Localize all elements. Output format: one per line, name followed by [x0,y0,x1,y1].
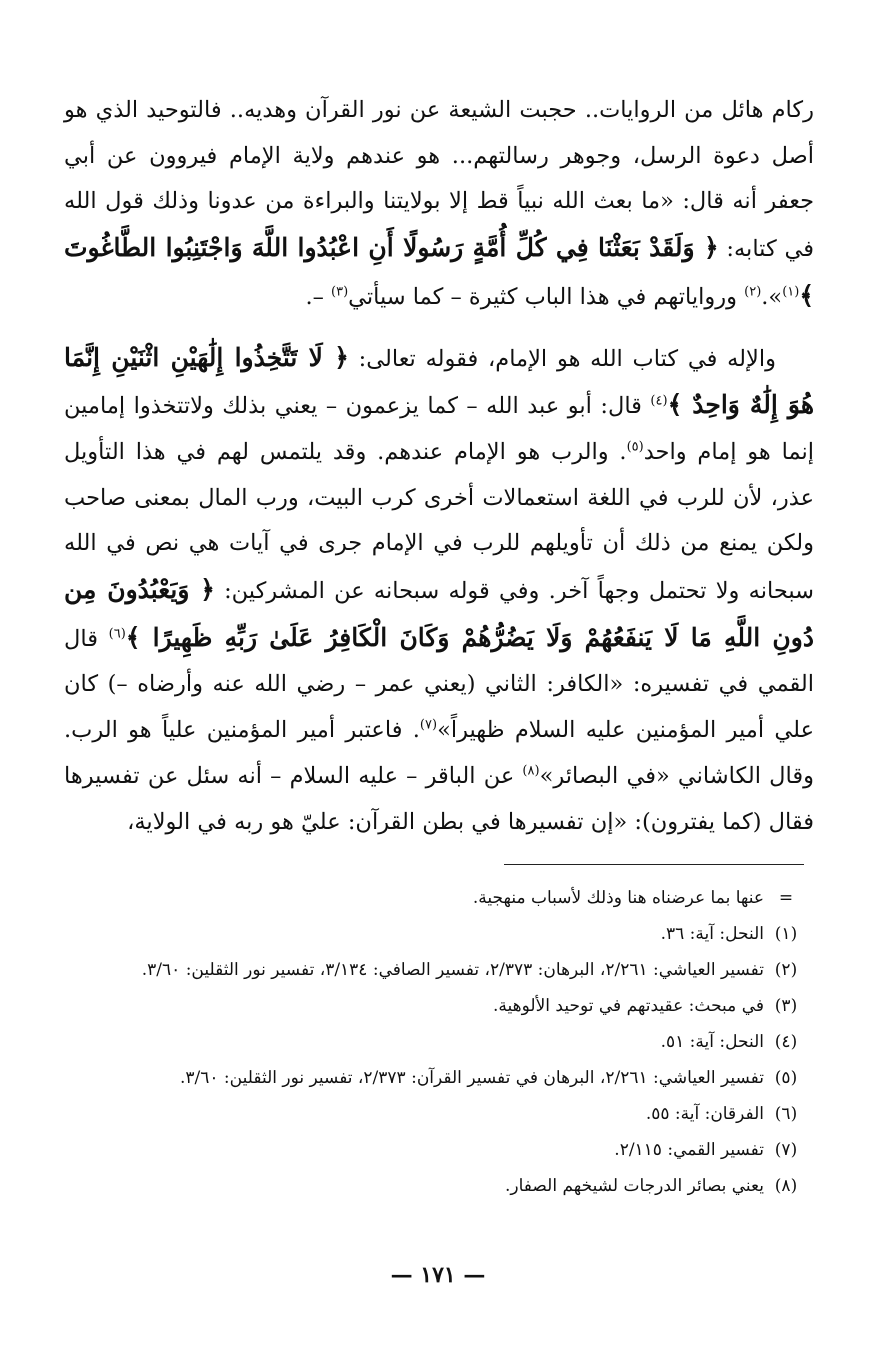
text-run: قال: أبو عبد الله – كما يزعمون – يعني بذلك ولاتتخذوا إمامين إنما هو إمام واحد [64,393,815,465]
quran-verse: ﴿ وَيَعْبُدُونَ مِن دُونِ اللَّهِ مَا لَا يَنفَعُهُمْ وَلَا يَضُرُّهُمْ وَكَانَ الْكَافِرُ عَلَىٰ رَبِّهِ ظَهِيرًا ﴾ [64,575,814,652]
body-paragraph [64,88,814,321]
main-text [64,88,814,845]
footnote-separator [504,864,804,865]
footnote-marker: (٤) [774,1032,798,1052]
footnote-reference: (٢) [744,284,762,300]
text-run: . فاعتبر أمير المؤمنين علياً هو الرب. وقال الكاشاني «في البصائر» [64,717,814,789]
quran-verse: ﴿ وَلَقَدْ بَعَثْنَا فِي كُلِّ أُمَّةٍ رَسُولًا أَنِ اعْبُدُوا اللَّهَ وَاجْتَنِبُوا الطَّاغُوتَ ﴾ [64,233,814,310]
footnote [63,956,808,985]
footnote-marker: (٦) [774,1104,798,1124]
footnote-text: النحل: آية: ٣٦. [660,924,764,944]
footnote-marker: (٧) [774,1140,798,1160]
footnote-marker: (٣) [774,996,798,1016]
text-run: . والرب هو الإمام عندهم. وقد يلتمس لهم في هذا التأويل عذر، لأن للرب في اللغة استعمالات أخرى كرب البيت، ورب المال بمعنى صاحب ولكن يمنع من ذلك أن تأويلهم للرب في الإمام جرى في آيات هي نص في الله سبحانه ولا تحتمل وجهاً آخر. وفي قوله سبحانه عن المشركين: [64,438,814,605]
footnote-text: يعني بصائر الدرجات لشيخهم الصفار. [505,1176,764,1196]
text-run: والإله في كتاب الله هو الإمام، فقوله تعالى: [348,345,776,372]
footnote-marker: = [778,888,794,908]
footnote [63,1028,808,1057]
footnote-reference: (٦) [108,626,126,642]
body-paragraph [64,335,814,846]
footnote-reference: (٣) [331,284,349,300]
footnote-text: تفسير العياشي: ٢/٢٦١، البرهان في تفسير القرآن: ٢/٣٧٣، تفسير نور الثقلين: ٣/٦٠. [180,1068,764,1088]
text-run: ركام هائل من الروايات.. حجبت الشيعة عن نور القرآن وهديه.. فالتوحيد الذي هو أصل دعوة الرسل، وجوهر رسالتهم... هو عندهم ولاية الإمام فيروون عن أبي جعفر أنه قال: «ما بعث الله نبياً قط إلا بولايتنا والبراءة من عدونا وذلك قول الله في كتابه: [64,97,814,263]
footnote-marker: (٢) [774,960,798,980]
footnote-reference: (٨) [522,763,540,779]
text-run: –. [305,283,331,310]
page-number: — ١٧١ — [390,1262,486,1288]
footnote [63,884,808,913]
footnote-marker: (١) [774,924,798,944]
footnote [63,1100,808,1129]
footnote-marker: (٥) [774,1068,798,1088]
footnote [63,1064,808,1093]
footnote-text: تفسير القمي: ٢/١١٥. [614,1140,764,1160]
footnote-text: عنها بما عرضناه هنا وذلك لأسباب منهجية. [472,888,764,908]
footnote [63,1136,808,1165]
footnote-text: تفسير العياشي: ٢/٢٦١، البرهان: ٢/٣٧٣، تفسير الصافي: ٣/١٣٤، تفسير نور الثقلين: ٣/٦٠. [141,960,764,980]
text-run: ». [761,283,783,310]
text-run: قال القمي في تفسيره: «الكافر: الثاني (يعني عمر – رضي الله عنه وأرضاه –) كان علي أمير المؤمنين عليه السلام ظهيراً» [64,625,815,744]
text-run: ورواياتهم في هذا الباب كثيرة – كما سيأتي [348,283,745,310]
footnote [63,1172,808,1201]
footnote [63,992,808,1021]
footnote-text: النحل: آية: ٥١. [660,1032,764,1052]
footnote-reference: (٧) [419,717,438,733]
footnote-text: الفرقان: آية: ٥٥. [645,1104,764,1124]
footnote-reference: (٥) [626,439,644,455]
footnote [63,920,808,949]
footnote-marker: (٨) [774,1176,798,1196]
footnotes [63,884,808,1208]
quran-verse: ﴿ لَا تَتَّخِذُوا إِلَٰهَيْنِ اثْنَيْنِ إِنَّمَا هُوَ إِلَٰهٌ وَاحِدٌ ﴾ [64,342,814,420]
footnote-reference: (٤) [650,393,668,409]
footnote-reference: (١) [782,284,800,300]
footnote-text: في مبحث: عقيدتهم في توحيد الألوهية. [493,996,764,1016]
text-run: عن الباقر – عليه السلام – أنه سئل عن تفسيرها فقال (كما يفترون): «إن تفسيرها في بطن القرآن: عليّ هو ربه في الولاية، [64,762,814,835]
